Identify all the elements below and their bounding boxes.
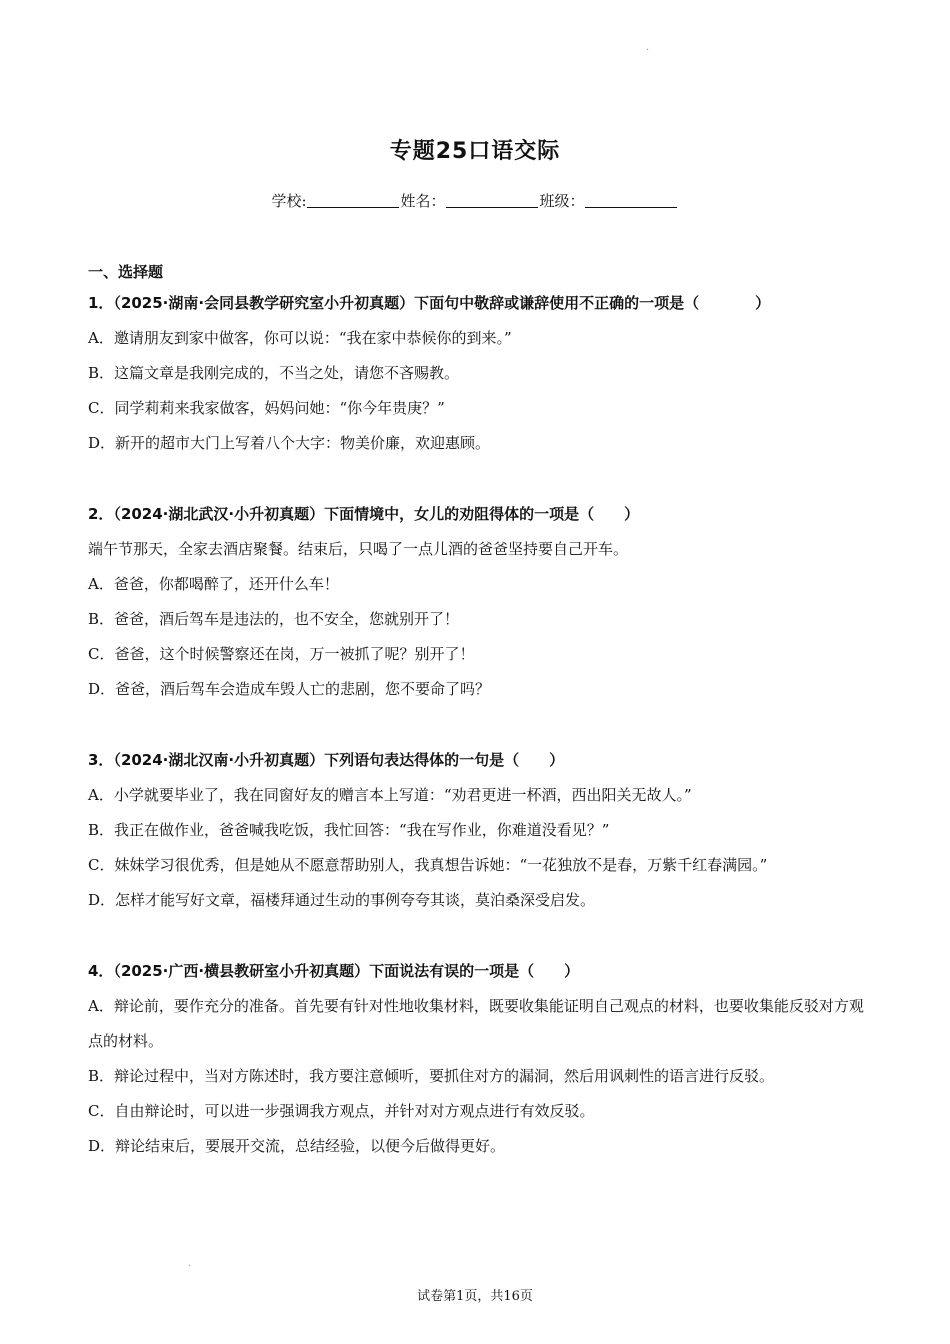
- question-text: （2024·湖北汉南·小升初真题）下列语句表达得体的一句是（: [113, 751, 520, 769]
- question-3: [88, 743, 868, 918]
- option-c[interactable]: C．同学莉莉来我家做客，妈妈问她：“你今年贵庚？”: [88, 399, 445, 417]
- question-stem: [88, 286, 868, 321]
- option-a[interactable]: A．爸爸，你都喝醉了，还开什么车！: [88, 575, 339, 593]
- question-2: [88, 497, 868, 707]
- question-stem: [88, 743, 868, 778]
- option-b[interactable]: B．辩论过程中，当对方陈述时，我方要注意倾听，要抓住对方的漏洞，然后用讽刺性的语言进行反驳。: [88, 1067, 775, 1085]
- option-a[interactable]: A．辩论前，要作充分的准备。首先要有针对性地收集材料，既要收集能证明自己观点的材料，也要收集能反驳对方观点的材料。: [88, 997, 864, 1050]
- answer-paren-close: ）: [549, 751, 565, 769]
- answer-paren-close: ）: [755, 294, 771, 312]
- option-c[interactable]: C．自由辩论时，可以进一步强调我方观点，并针对对方观点进行有效反驳。: [88, 1102, 595, 1120]
- option-d[interactable]: D．怎样才能写好文章，福楼拜通过生动的事例夸夸其谈，莫泊桑深受启发。: [88, 891, 596, 909]
- question-stem: [88, 497, 868, 532]
- name-blank[interactable]: [446, 193, 538, 208]
- question-number: 2．: [88, 505, 114, 523]
- question-number: 1．: [88, 294, 114, 312]
- class-blank[interactable]: [585, 193, 677, 208]
- answer-paren-close: ）: [624, 505, 640, 523]
- option-c[interactable]: C．妹妹学习很优秀，但是她从不愿意帮助别人，我真想告诉她：“一花独放不是春，万紫千红春满园。”: [88, 856, 768, 874]
- page-footer: 试卷第1页，共16页: [417, 1289, 533, 1304]
- student-info-line: [0, 190, 950, 211]
- question-number: 3．: [88, 751, 114, 769]
- option-b[interactable]: B．我正在做作业，爸爸喊我吃饭，我忙回答：“我在写作业，你难道没看见？”: [88, 821, 610, 839]
- page-title: 专题25口语交际: [389, 139, 561, 164]
- name-label: 姓名：: [400, 192, 446, 210]
- question-text: （2025·广西·横县教研室小升初真题）下面说法有误的一项是（: [113, 962, 535, 980]
- question-4: [88, 954, 868, 1164]
- school-blank[interactable]: [307, 193, 399, 208]
- answer-paren-close: ）: [564, 962, 580, 980]
- option-a[interactable]: A．邀请朋友到家中做客，你可以说：“我在家中恭候你的到来。”: [88, 329, 512, 347]
- exam-content: [88, 258, 868, 1164]
- option-b[interactable]: B．这篇文章是我刚完成的，不当之处，请您不吝赐教。: [88, 364, 460, 382]
- question-text: （2025·湖南·会同县教学研究室小升初真题）下面句中敬辞或谦辞使用不正确的一项是（: [113, 294, 700, 312]
- question-number: 4．: [88, 962, 114, 980]
- option-d[interactable]: D．辩论结束后，要展开交流，总结经验，以便今后做得更好。: [88, 1137, 506, 1155]
- school-label: 学校:: [271, 192, 307, 210]
- question-1: [88, 286, 868, 461]
- option-b[interactable]: B．爸爸，酒后驾车是违法的，也不安全，您就别开了！: [88, 610, 460, 628]
- option-a[interactable]: A．小学就要毕业了，我在同窗好友的赠言本上写道：“劝君更进一杯酒，西出阳关无故人。”: [88, 786, 692, 804]
- option-c[interactable]: C．爸爸，这个时候警察还在岗，万一被抓了呢？别开了！: [88, 645, 475, 663]
- question-stem: [88, 954, 868, 989]
- option-d[interactable]: D．新开的超市大门上写着八个大字：物美价廉，欢迎惠顾。: [88, 434, 491, 452]
- section-title: 一、选择题: [88, 263, 164, 281]
- class-label: 班级：: [539, 192, 585, 210]
- question-text: （2024·湖北武汉·小升初真题）下面情境中，女儿的劝阻得体的一项是（: [113, 505, 595, 523]
- bottom-dot-mark: ·: [188, 1261, 192, 1272]
- question-context: 端午节那天，全家去酒店聚餐。结束后，只喝了一点儿酒的爸爸坚持要自己开车。: [88, 540, 629, 558]
- option-d[interactable]: D．爸爸，酒后驾车会造成车毁人亡的悲剧，您不要命了吗？: [88, 680, 491, 698]
- top-dot-mark: ·: [646, 45, 650, 56]
